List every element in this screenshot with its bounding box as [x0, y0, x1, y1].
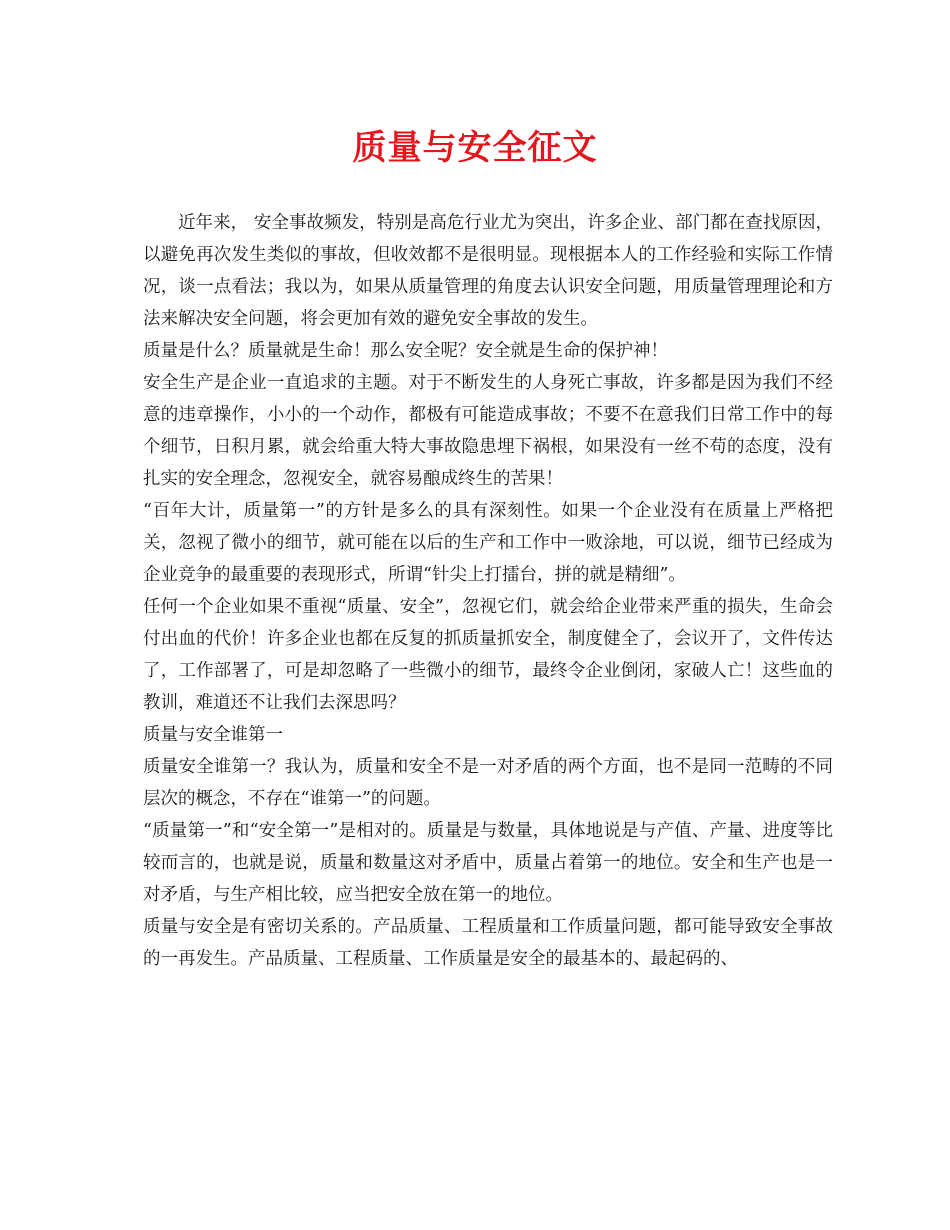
paragraph-close-relation: 质量与安全是有密切关系的。产品质量、工程质量和工作质量问题，都可能导致安全事故的一再发生。产品质量、工程质量、工作质量是安全的最基本的、最起码的、: [143, 917, 833, 969]
paragraph-who-first: 质量安全谁第一？我认为，质量和安全不是一对矛盾的两个方面，也不是同一范畴的不同层次的概念，不存在“谁第一”的问题。: [143, 757, 833, 809]
document-body: [143, 207, 833, 975]
paragraph-quality-first: “百年大计，质量第一”的方针是多么的具有深刻性。如果一个企业没有在质量上严格把关，忽视了微小的细节，就可能在以后的生产和工作中一败涂地，可以说，细节已经成为企业竞争的最重要的表现形式，所谓“针尖上打擂台，拼的就是精细”。: [143, 501, 833, 585]
section-heading: 质量与安全谁第一: [143, 725, 283, 745]
paragraph-enterprise-warning: 任何一个企业如果不重视“质量、安全”，忽视它们，就会给企业带来严重的损失，生命会付出血的代价！许多企业也都在反复的抓质量抓安全，制度健全了，会议开了，文件传达了，工作部署了，可是却忽略了一些微小的细节，最终令企业倒闭，家破人亡！这些血的教训，难道还不让我们去深思吗？: [143, 597, 833, 713]
document-title: 质量与安全征文: [352, 128, 598, 168]
paragraph-relative: “质量第一”和“安全第一”是相对的。质量是与数量，具体地说是与产值、产量、进度等比较而言的，也就是说，质量和数量这对矛盾中，质量占着第一的地位。安全和生产也是一对矛盾，与生产相比较，应当把安全放在第一的地位。: [143, 821, 833, 905]
paragraph-what-is-quality: 质量是什么？质量就是生命！那么安全呢？安全就是生命的保护神！: [143, 341, 668, 361]
paragraph-intro: 近年来， 安全事故频发，特别是高危行业尤为突出，许多企业、部门都在查找原因，以避免再次发生类似的事故，但收效都不是很明显。现根据本人的工作经验和实际工作情况，谈一点看法；我以为，如果从质量管理的角度去认识安全问题，用质量管理理论和方法来解决安全问题，将会更加有效的避免安全事故的发生。: [143, 213, 833, 329]
paragraph-safety-production: 安全生产是企业一直追求的主题。对于不断发生的人身死亡事故，许多都是因为我们不经意的违章操作，小小的一个动作，都极有可能造成事故；不要不在意我们日常工作中的每个细节，日积月累，就会给重大特大事故隐患埋下祸根，如果没有一丝不苟的态度，没有扎实的安全理念，忽视安全，就容易酿成终生的苦果！: [143, 373, 833, 489]
